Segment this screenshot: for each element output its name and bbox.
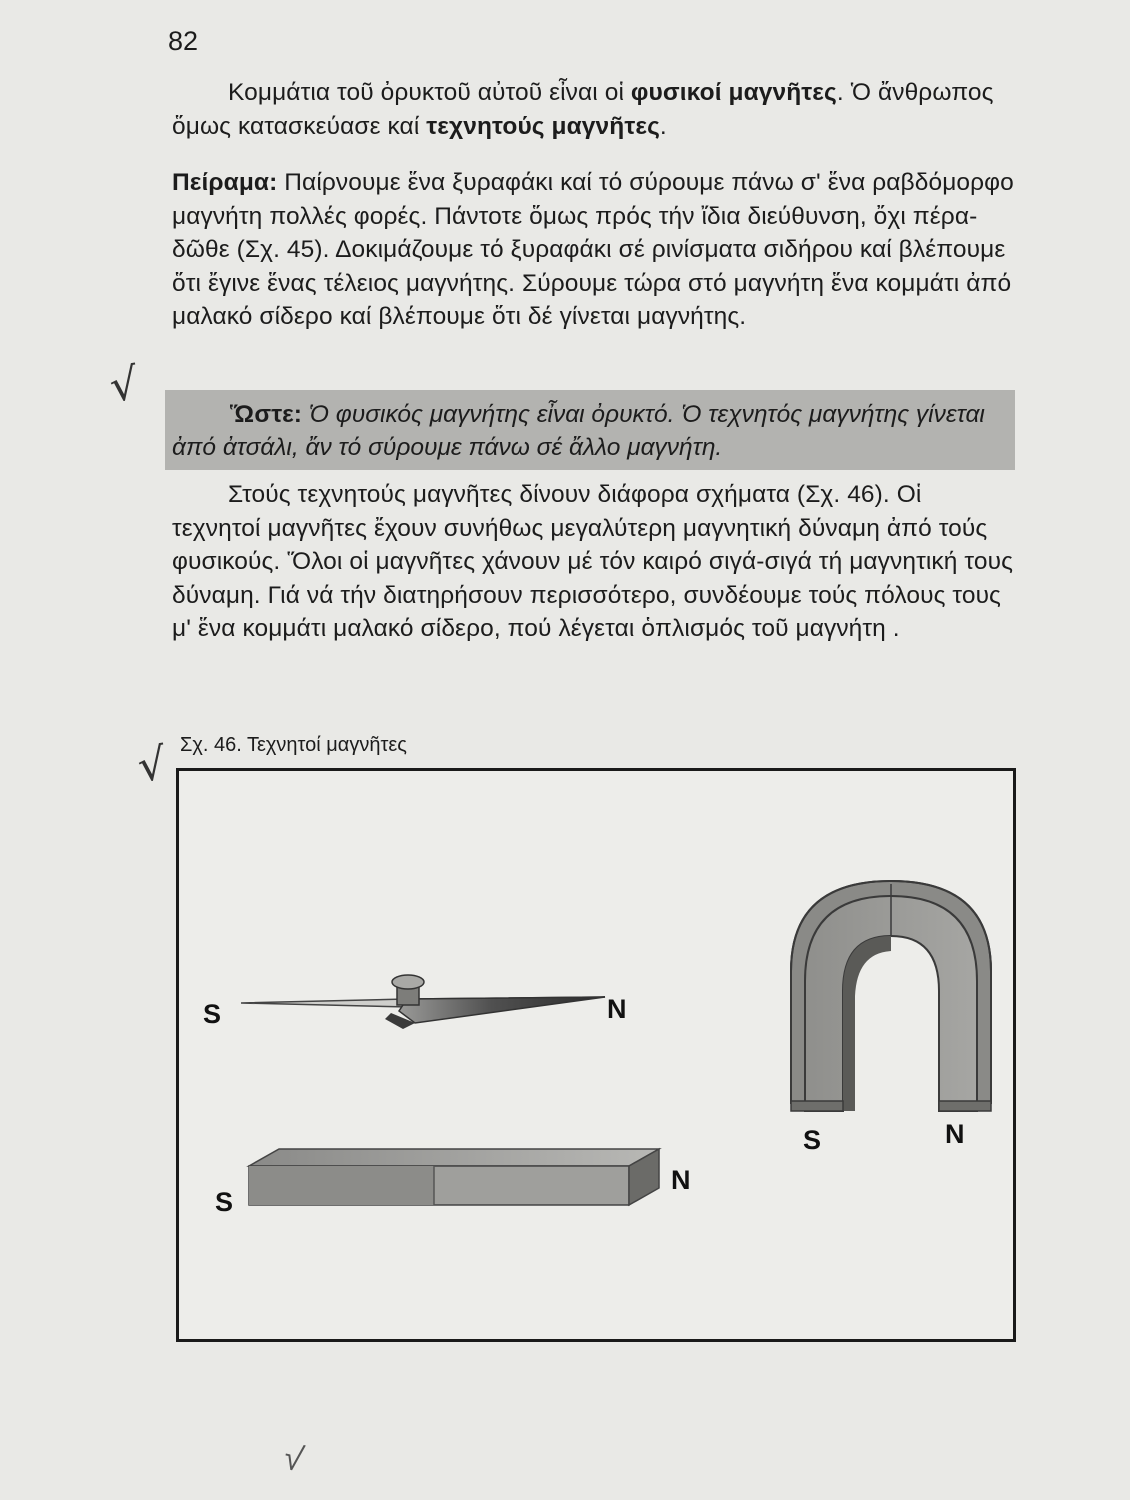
handwritten-check-mark: √: [106, 358, 142, 413]
shapes-paragraph: Στούς τεχνητούς μαγνῆτες δίνουν διάφορα σχήματα (Σχ. 46). Οἱ τεχνητοί μαγνῆτες ἔχουν συνήθως μεγαλύτερη μαγνητική δύναμη ἀπό τούς φυσικούς. Ὅλοι οἱ μαγνῆτες χάνουν μέ τόν καιρό σιγά-σιγά τή μαγνητική τους δύναμη. Γιά νά τήν διατηρήσουν περισσότερο, συνδέουμε τούς πόλους τους μ' ἕνα κομμάτι μαλακό σίδερο, πού λέγεται ὁπλισμός τοῦ μαγνήτη .: [172, 481, 1013, 642]
needle-north-half: [399, 997, 605, 1023]
bar-south-half: [249, 1166, 434, 1205]
needle-pivot-cap: [392, 975, 424, 989]
horseshoe-inner-shadow: [843, 936, 891, 1111]
figure-caption: Σχ. 46. Τεχνητοί μαγνῆτες: [180, 734, 407, 756]
natural-magnets-term: φυσικοί μαγνῆτες: [630, 79, 837, 106]
experiment-paragraph: Πείραμα: Παίρνουμε ἕνα ξυραφάκι καί τό σύρουμε πάνω σ' ἕνα ραβδόμορφο μαγνήτη πολλές φορές. Πάντοτε ὅμως πρός τήν ἴδια διεύθυνση, ὄχι πέρα-δῶθε (Σχ. 45). Δοκιμάζουμε τό ξυραφάκι σέ ρινίσματα σιδήρου καί βλέπουμε ὅτι ἔγινε ἕνας τέλειος μαγνήτης. Σύρουμε τώρα στό μαγνήτη ἕνα κομμάτι ἀπό μαλακό σίδερο καί βλέπουμε ὅτι δέ γίνεται μαγνήτης.: [172, 169, 1014, 330]
compass-needle: [241, 975, 605, 1029]
bar-top-face: [249, 1149, 659, 1166]
horseshoe-south-end: [791, 1101, 843, 1111]
needle-south-label: S: [203, 999, 222, 1029]
handwritten-mark: √: [280, 1438, 307, 1480]
bar-magnet: [249, 1149, 659, 1205]
page-number: 82: [168, 26, 199, 56]
horseshoe-south-label: S: [803, 1125, 822, 1155]
artificial-magnets-term: τεχνητούς μαγνῆτες: [426, 112, 660, 140]
conclusion-text: Ὥστε: Ὁ φυσικός μαγνήτης εἶναι ὀρυκτό. Ὁ τεχνητός μαγνήτης γίνεται ἀπό ἀτσάλι, ἄν τό σύρουμε πάνω σέ ἄλλο μαγνήτη.: [172, 401, 985, 461]
figure-artificial-magnets: [176, 768, 1016, 1342]
bar-north-label: N: [671, 1165, 691, 1195]
horseshoe-north-end: [939, 1101, 991, 1111]
magnets-illustration: [179, 771, 1013, 1339]
conclusion-label: Ὥστε:: [230, 401, 302, 428]
needle-north-label: N: [607, 994, 627, 1024]
handwritten-check-mark: √: [134, 738, 170, 793]
experiment-label: Πείραμα:: [172, 169, 278, 196]
bar-south-label: S: [215, 1187, 234, 1217]
horseshoe-north-label: N: [945, 1119, 965, 1149]
horseshoe-magnet: [791, 881, 991, 1111]
intro-paragraph: Κομμάτια τοῦ ὀρυκτοῦ αὐτοῦ εἶναι οἱ φυσικοί μαγνῆτες. Ὁ ἄνθρωπος ὅμως κατασκεύασε καί τεχνητούς μαγνῆτες.: [172, 79, 994, 140]
